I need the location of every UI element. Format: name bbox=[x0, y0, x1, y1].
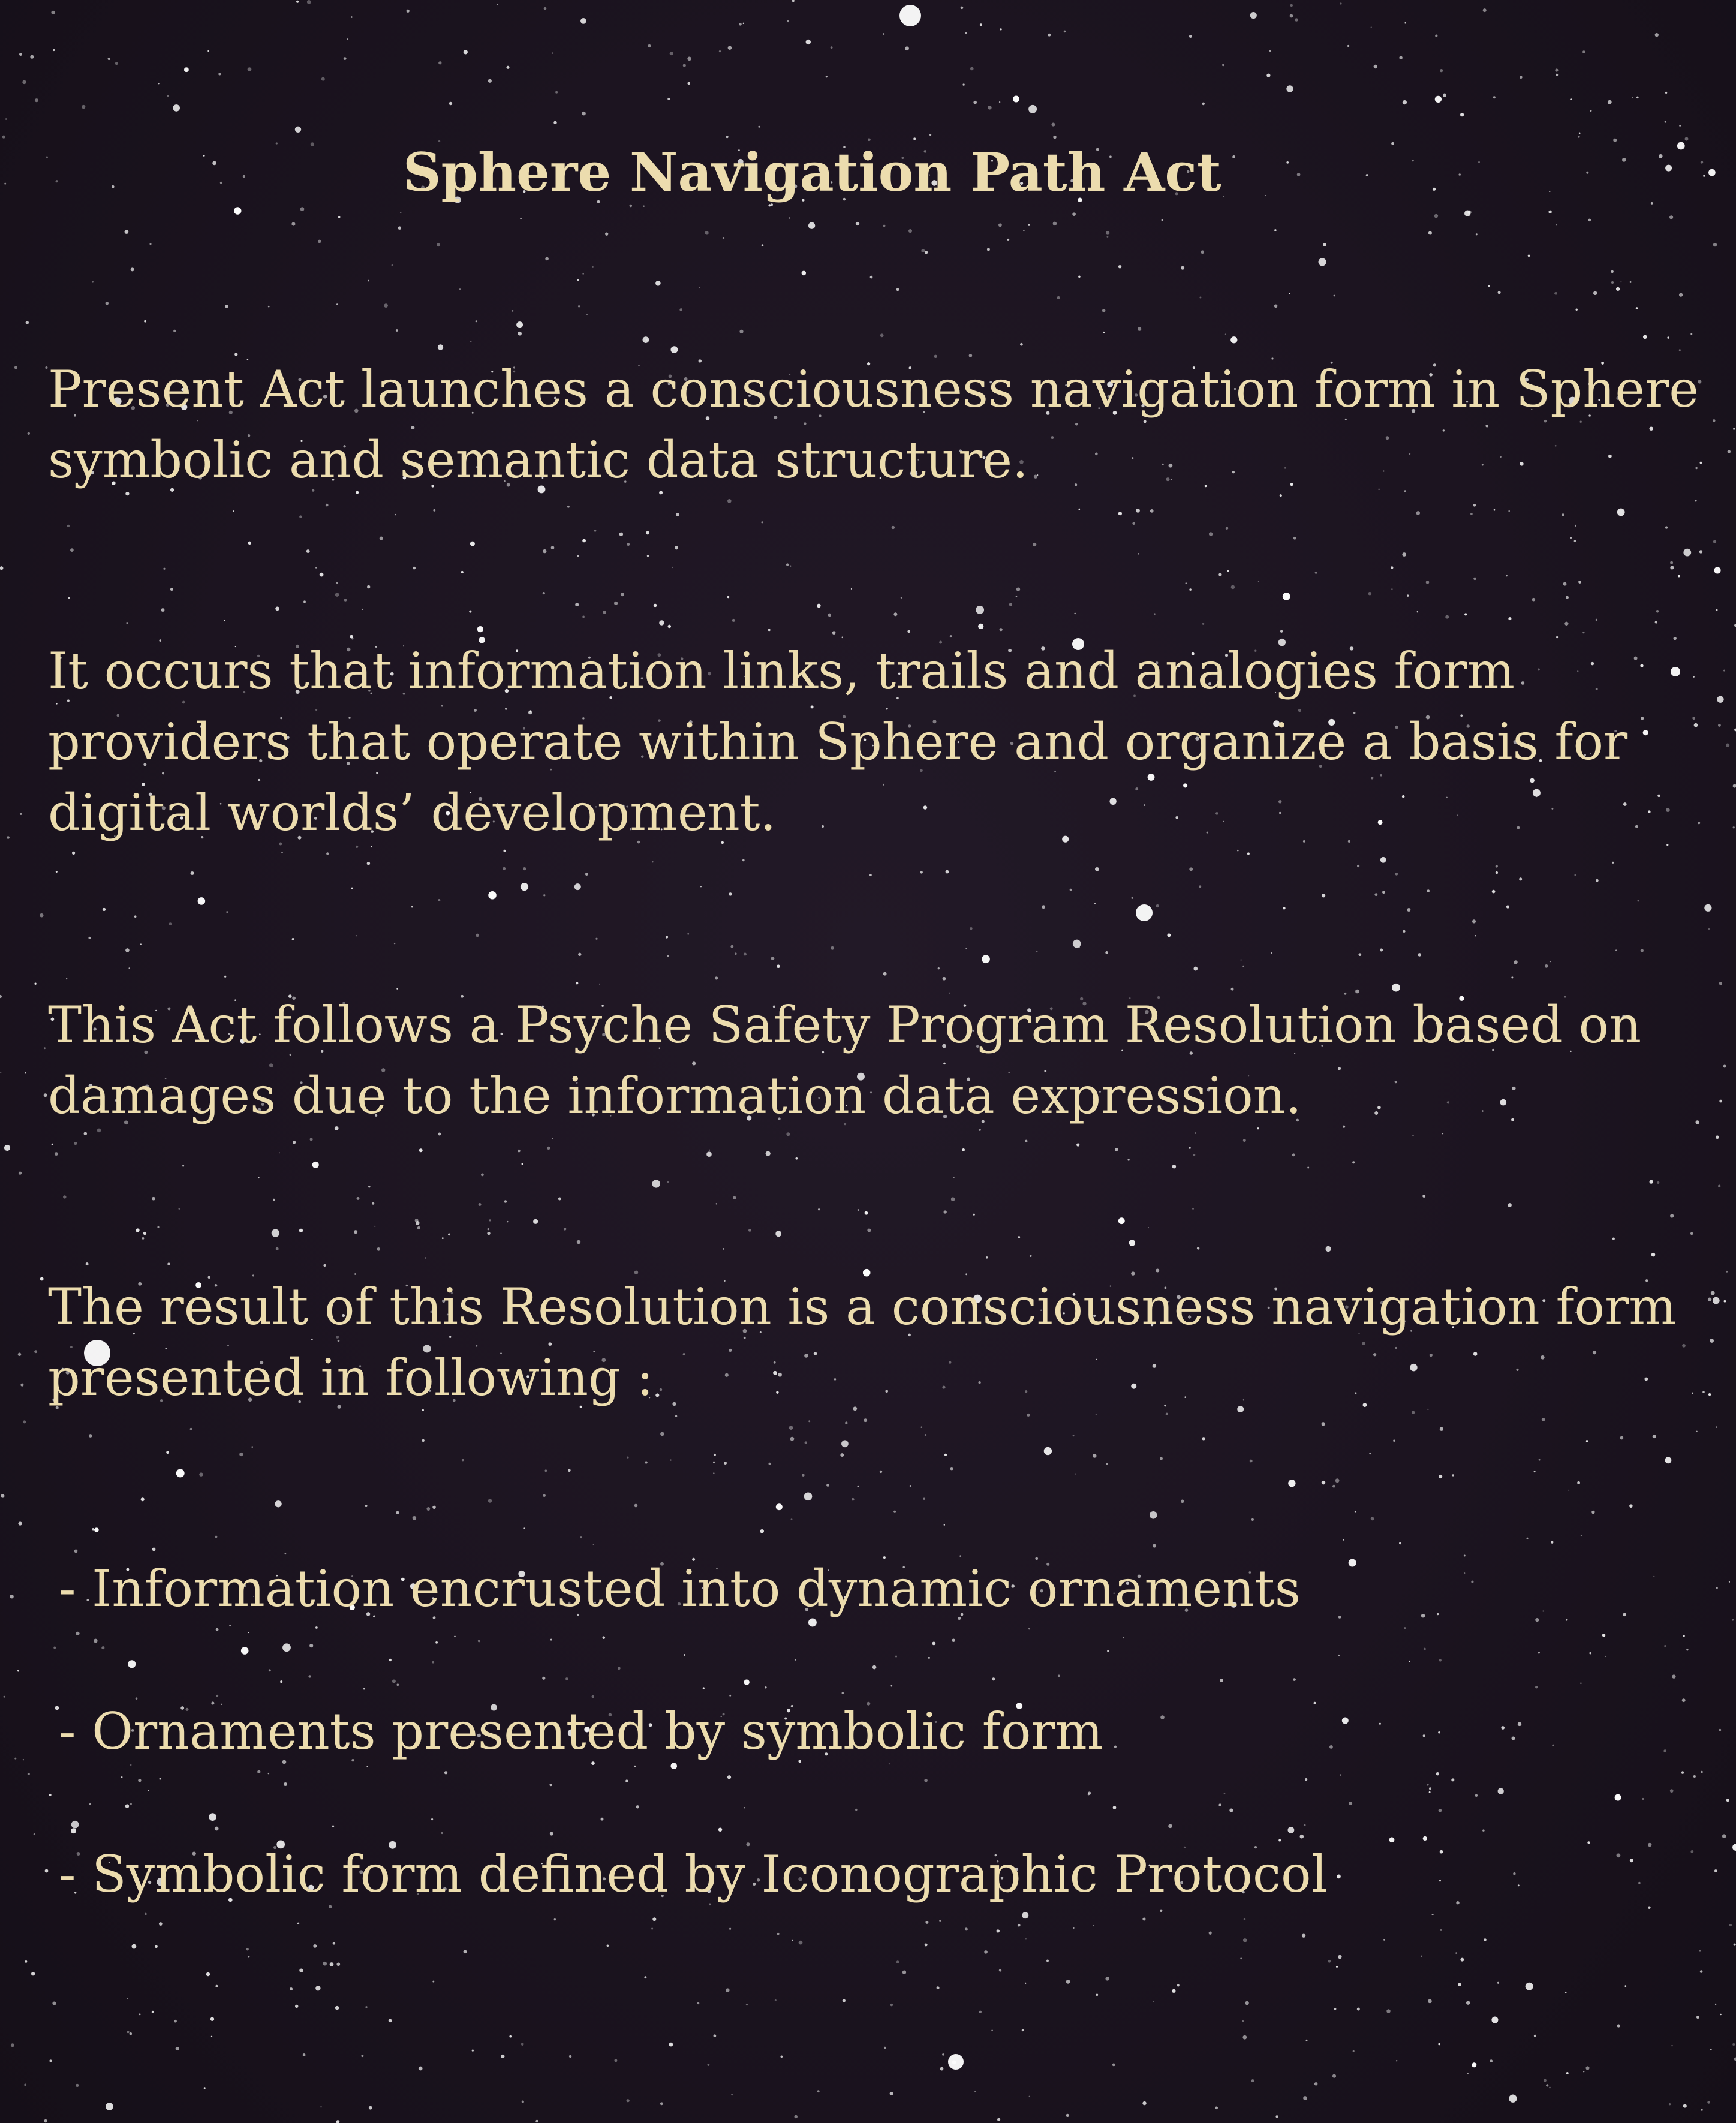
list-item: - Ornaments presented by symbolic form bbox=[59, 1702, 1103, 1761]
list-item: - Symbolic form defined by Iconographic Protocol bbox=[59, 1845, 1328, 1904]
paragraph-intro: Present Act launches a consciousness navigation form in Sphere symbolic and semantic data structure. bbox=[48, 360, 1699, 489]
list-item: - Information encrusted into dynamic ornaments bbox=[59, 1559, 1301, 1618]
paragraph-result: The result of this Resolution is a consciousness navigation form presented in following : bbox=[48, 1277, 1677, 1407]
document-title: Sphere Navigation Path Act bbox=[403, 141, 1221, 203]
paragraph-resolution: This Act follows a Psyche Safety Program Resolution based on damages due to the information data expression. bbox=[48, 996, 1642, 1125]
paragraph-information-links: It occurs that information links, trails and analogies form providers that operate within Sphere and organize a basis for digital worlds’ development. bbox=[48, 642, 1628, 842]
